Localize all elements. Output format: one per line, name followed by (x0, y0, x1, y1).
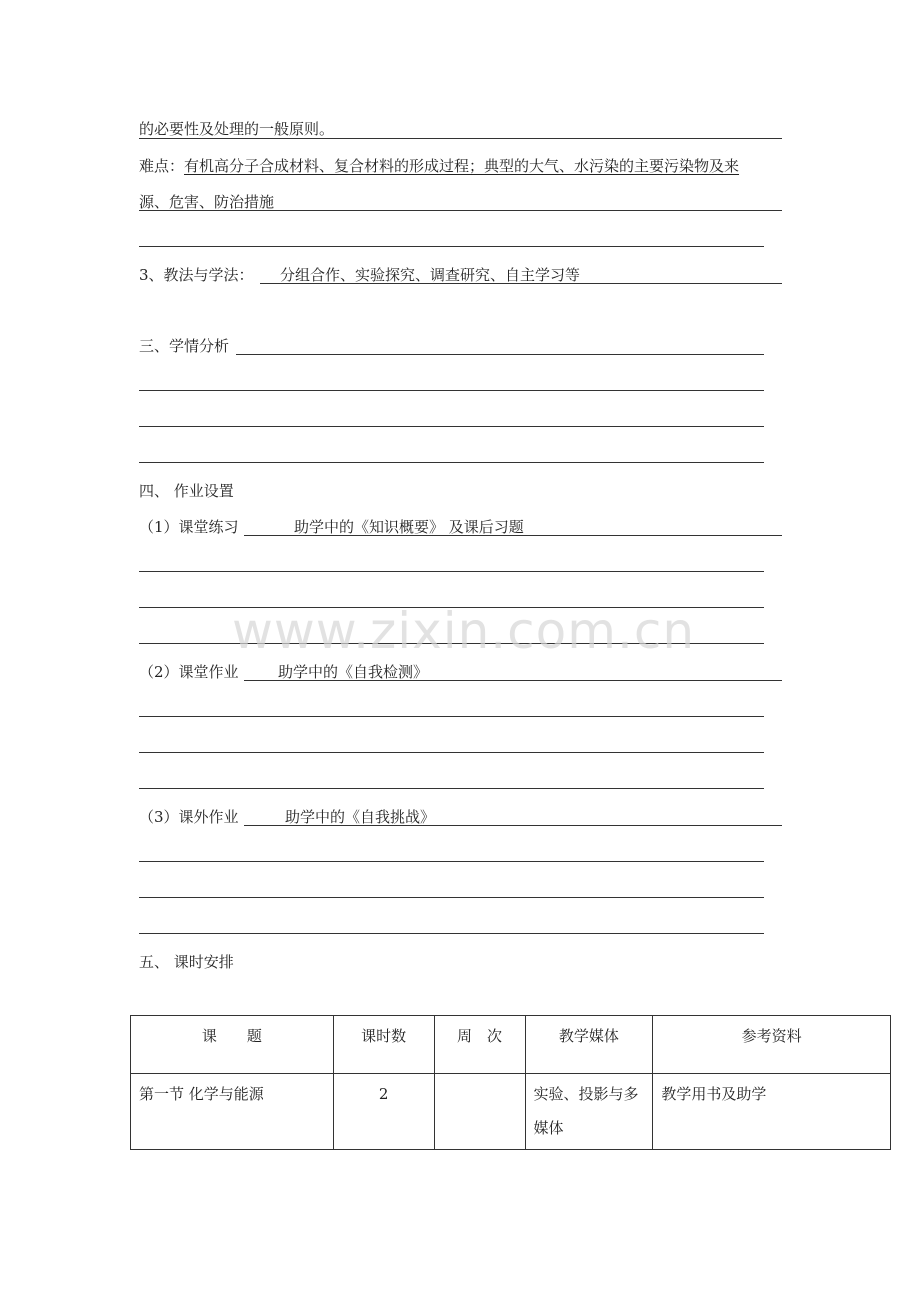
cell-references: 教学用书及助学 (653, 1074, 891, 1150)
hw3-line (139, 806, 239, 828)
section-student-analysis (139, 335, 229, 357)
difficulty-text-cont: 源、危害、防治措施 (139, 193, 275, 211)
text-line-principles (139, 118, 334, 140)
difficulty-label: 难点： (139, 157, 185, 175)
hw2-line (139, 661, 239, 683)
hw3-label: （3）课外作业 (139, 808, 239, 826)
hw2-text-row (278, 661, 428, 683)
underline (139, 571, 764, 572)
principles-text: 的必要性及处理的一般原则。 (139, 120, 335, 138)
hw1-line (139, 516, 239, 538)
hw1-label: （1）课堂练习 (139, 518, 239, 536)
section-title: 四、 作业设置 (139, 482, 234, 500)
header-media: 教学媒体 (525, 1016, 653, 1074)
method-text-row (280, 264, 580, 286)
underline (139, 246, 764, 247)
underline (139, 897, 764, 898)
table-row (131, 1074, 891, 1150)
underline (139, 462, 764, 463)
cell-week (434, 1074, 525, 1150)
method-line (139, 264, 254, 286)
underline (139, 788, 764, 789)
hw3-text: 助学中的《自我挑战》 (285, 808, 436, 826)
hw2-text: 助学中的《自我检测》 (278, 663, 429, 681)
schedule-table (130, 1015, 891, 1150)
underline (139, 752, 764, 753)
header-references: 参考资料 (653, 1016, 891, 1074)
underline (139, 426, 764, 427)
difficulty-line (139, 155, 739, 177)
underline (139, 716, 764, 717)
underline (139, 210, 782, 211)
cell-media: 实验、投影与多媒体 (525, 1074, 653, 1150)
hw1-text-row (294, 516, 524, 538)
cell-hours: 2 (333, 1074, 434, 1150)
underline (139, 861, 764, 862)
hw1-text: 助学中的《知识概要》 及课后习题 (294, 518, 524, 536)
section-title: 五、 课时安排 (139, 953, 234, 971)
underline (139, 138, 782, 139)
header-hours: 课时数 (333, 1016, 434, 1074)
underline (139, 933, 764, 934)
section-schedule (139, 951, 234, 973)
watermark: www.zixin.com.cn (232, 602, 696, 660)
method-label: 3、教法与学法： (139, 266, 254, 284)
difficulty-text: 有机高分子合成材料、复合材料的形成过程；典型的大气、水污染的主要污染物及来 (184, 157, 740, 175)
table-header-row (131, 1016, 891, 1074)
method-text: 分组合作、实验探究、调查研究、自主学习等 (280, 266, 581, 284)
cell-topic: 第一节 化学与能源 (131, 1074, 334, 1150)
hw2-label: （2）课堂作业 (139, 663, 239, 681)
hw3-text-row (285, 806, 435, 828)
underline (236, 354, 764, 355)
header-week: 周 次 (434, 1016, 525, 1074)
underline (139, 390, 764, 391)
section-homework (139, 480, 234, 502)
header-topic: 课 题 (131, 1016, 334, 1074)
section-title: 三、学情分析 (139, 337, 230, 355)
